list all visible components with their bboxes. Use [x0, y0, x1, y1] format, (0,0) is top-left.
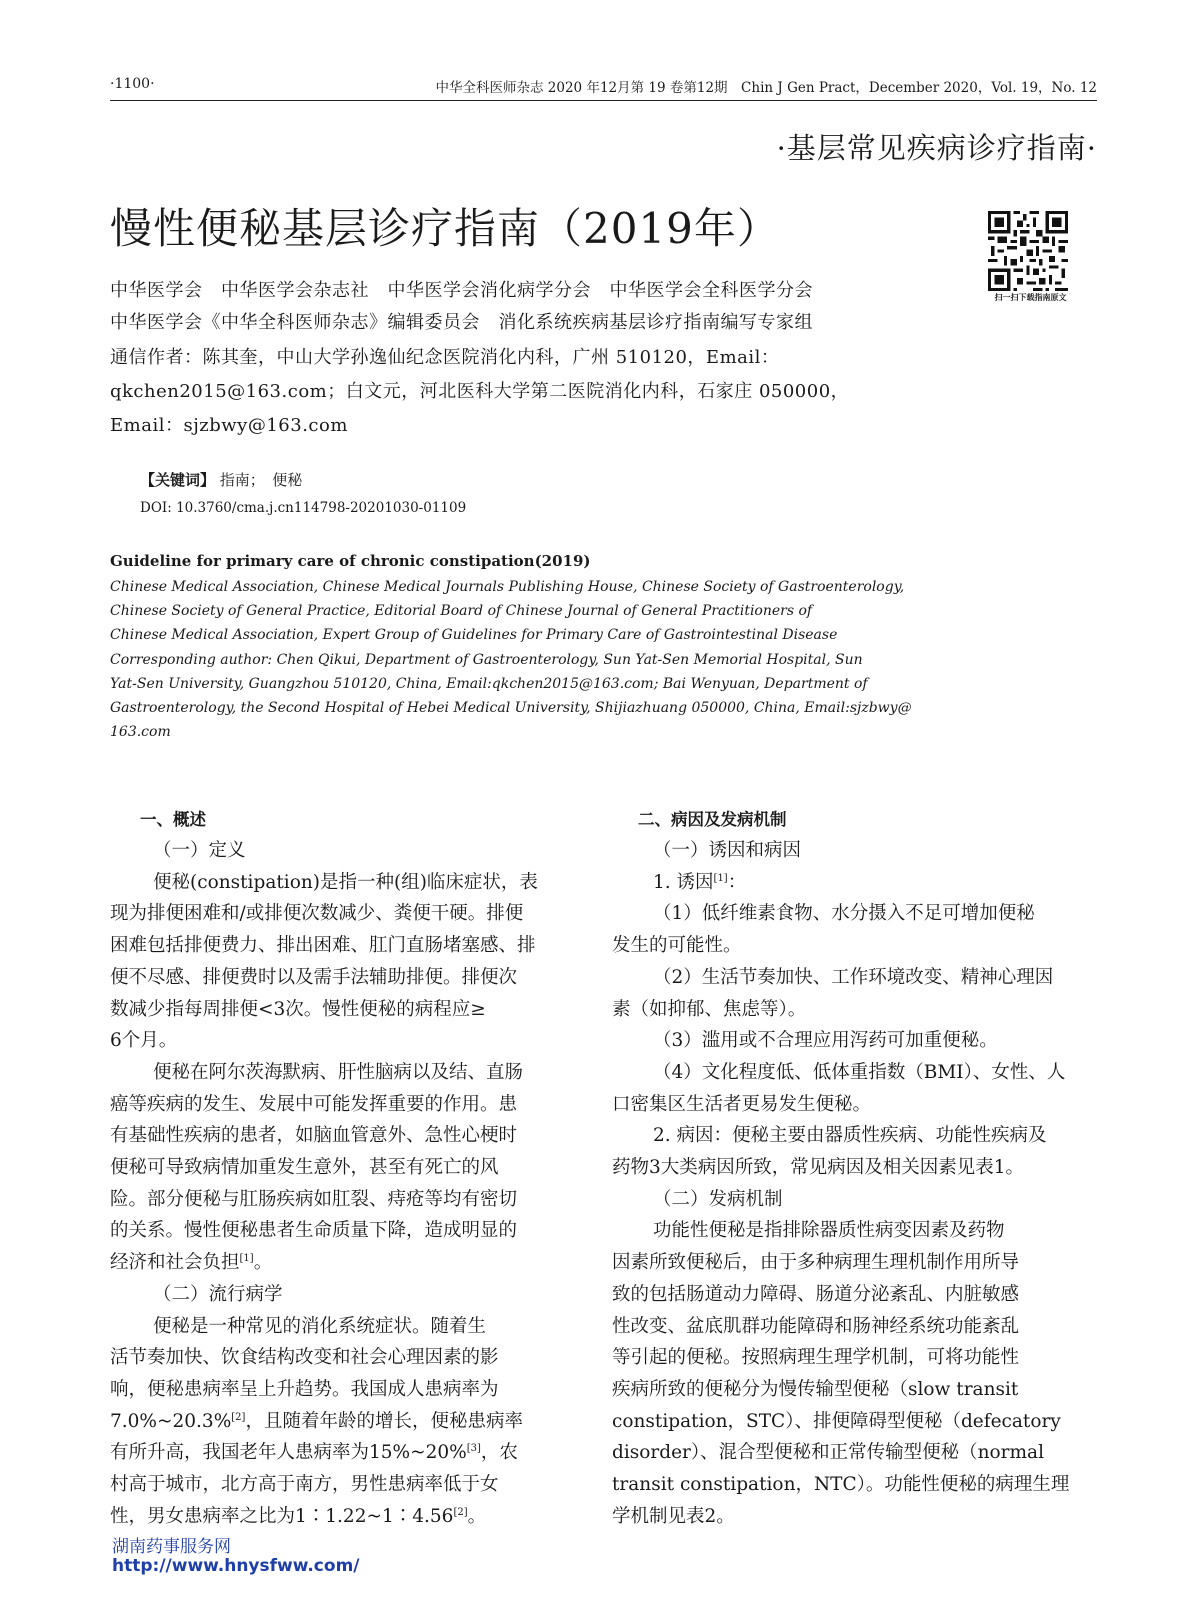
page-title: 慢性便秘基层诊疗指南（2019年） [110, 204, 780, 253]
body-text-line: 发生的可能性。 [612, 935, 742, 957]
body-text-line: 性改变、盆底肌群功能障碍和肠神经系统功能紊乱 [612, 1315, 1020, 1337]
body-text-line: （二）发病机制 [653, 1188, 783, 1210]
english-line: Corresponding author: Chen Qikui, Department of Gastroenterology, Sun Yat-Sen Memorial Hospital, Sun [110, 652, 863, 668]
qr-caption: 扫一扫下载指南原文 [994, 293, 1067, 302]
footer-url-link[interactable]: http://www.hnysfww.com/ [112, 1556, 360, 1576]
keywords [140, 469, 302, 490]
body-text-line: 数减少指每周排便<3次。慢性便秘的病程应≥ [110, 998, 486, 1020]
body-text-line: （3）滥用或不合理应用泻药可加重便秘。 [653, 1030, 998, 1052]
footer-site-name: 湖南药事服务网 [112, 1537, 231, 1557]
body-text-line: （一）诱因和病因 [653, 840, 802, 861]
header-rule [110, 100, 1097, 101]
english-line: Chinese Medical Association, Chinese Medical Journals Publishing House, Chinese Society of Gastroenterology, [110, 579, 905, 595]
column-title: ·基层常见疾病诊疗指南· [776, 131, 1097, 165]
english-line: 163.com [110, 724, 171, 740]
body-text-line: 7.0%~20.3%[2]，且随着年龄的增长，便秘患病率 [110, 1410, 523, 1432]
right-section-heading: 二、病因及发病机制 [638, 810, 787, 829]
journal-citation: 中华全科医师杂志 2020 年12月第 19 卷第12期 Chin J Gen Pract，December 2020，Vol. 19，No. 12 [435, 80, 1097, 96]
body-text-line: 险。部分便秘与肛肠疾病如肛裂、痔疮等均有密切 [110, 1188, 518, 1210]
body-text-line: 现为排便困难和/或排便次数减少、粪便干硬。排便 [110, 903, 524, 925]
running-header [110, 76, 1097, 98]
english-line: Gastroenterology, the Second Hospital of Hebei Medical University, Shijiazhuang 050000, China, Email:sjzbwy@ [110, 700, 912, 716]
body-text-line: 癌等疾病的发生、发展中可能发挥重要的作用。患 [110, 1093, 518, 1115]
keywords-text: 指南； 便秘 [219, 471, 303, 489]
english-line: Chinese Society of General Practice, Editorial Board of Chinese Journal of General Practitioners of [110, 603, 813, 619]
body-text-line: disorder）、混合型便秘和正常传输型便秘（normal [612, 1442, 1045, 1464]
body-text-line: 便秘(constipation)是指一种(组)临床症状，表 [153, 871, 538, 893]
body-text-line: 响，便秘患病率呈上升趋势。我国成人患病率为 [110, 1378, 499, 1400]
body-text-line: 困难包括排便费力、排出困难、肛门直肠堵塞感、排 [110, 935, 536, 957]
body-text-line: 口密集区生活者更易发生便秘。 [612, 1093, 872, 1115]
body-text-line: constipation，STC）、排便障碍型便秘（defecatory [612, 1410, 1061, 1432]
body-text-line: transit constipation，NTC）。功能性便秘的病理生理 [612, 1474, 1070, 1495]
body-text-line: 功能性便秘是指排除器质性病变因素及药物 [653, 1220, 1005, 1242]
author-line: 中华医学会《中华全科医师杂志》编辑委员会 消化系统疾病基层诊疗指南编写专家组 [110, 312, 813, 333]
doi[interactable]: DOI: 10.3760/cma.j.cn114798-20201030-01109 [140, 500, 467, 516]
body-text-line: 等引起的便秘。按照病理生理学机制，可将功能性 [612, 1347, 1020, 1369]
body-text-line: 6个月。 [110, 1030, 178, 1052]
body-text-line: （二）流行病学 [153, 1283, 283, 1305]
keywords-label: 【关键词】 [140, 471, 216, 489]
qr-code-icon[interactable] [988, 211, 1068, 291]
body-text-line: 活节奏加快、饮食结构改变和社会心理因素的影 [110, 1347, 499, 1369]
body-text-line: 有所升高，我国老年人患病率为15%~20%[3]，农 [110, 1442, 518, 1464]
body-text-line: 便秘在阿尔茨海默病、肝性脑病以及结、直肠 [153, 1061, 524, 1083]
author-line: 中华医学会 中华医学会杂志社 中华医学会消化病学分会 中华医学会全科医学分会 [110, 280, 813, 301]
body-text-line: 2. 病因：便秘主要由器质性疾病、功能性疾病及 [653, 1125, 1047, 1147]
body-text-line: 因素所致便秘后，由于多种病理生理机制作用所导 [612, 1252, 1020, 1274]
english-title: Guideline for primary care of chronic constipation(2019) [110, 552, 591, 570]
body-text-line: 便秘可导致病情加重发生意外，甚至有死亡的风 [110, 1157, 499, 1178]
body-text-line: 素（如抑郁、焦虑等）。 [612, 998, 807, 1020]
corresponding-line: 通信作者：陈其奎，中山大学孙逸仙纪念医院消化内科，广州 510120，Email： [110, 347, 780, 368]
body-text-line: 经济和社会负担[1]。 [110, 1252, 273, 1274]
body-text-line: 村高于城市，北方高于南方，男性患病率低于女 [110, 1474, 499, 1495]
english-line: Yat-Sen University, Guangzhou 510120, China, Email:qkchen2015@163.com; Bai Wenyuan, Department of [110, 676, 868, 692]
body-text-line: 致的包括肠道动力障碍、肠道分泌紊乱、内脏敏感 [612, 1283, 1020, 1305]
page-number: ·1100· [110, 76, 155, 92]
body-text-line: 1. 诱因[1]： [653, 871, 747, 893]
corresponding-line: Email：sjzbwy@163.com [110, 415, 348, 436]
left-section-heading: 一、概述 [140, 810, 206, 829]
body-text-line: 疾病所致的便秘分为慢传输型便秘（slow transit [612, 1378, 1019, 1400]
body-text-line: （2）生活节奏加快、工作环境改变、精神心理因 [653, 966, 1054, 988]
body-text-line: 的关系。慢性便秘患者生命质量下降，造成明显的 [110, 1220, 518, 1242]
body-text-line: 性，男女患病率之比为1∶1.22~1∶4.56[2]。 [110, 1505, 487, 1527]
corresponding-line: qkchen2015@163.com；白文元，河北医科大学第二医院消化内科，石家庄 050000， [110, 381, 850, 402]
body-text-line: （一）定义 [153, 840, 246, 861]
body-text-line: 便不尽感、排便费时以及需手法辅助排便。排便次 [110, 966, 518, 988]
body-text-line: 药物3大类病因所致，常见病因及相关因素见表1。 [612, 1157, 1025, 1178]
body-text-line: 有基础性疾病的患者，如脑血管意外、急性心梗时 [110, 1125, 518, 1147]
body-text-line: 便秘是一种常见的消化系统症状。随着生 [153, 1315, 487, 1337]
body-text-line: 学机制见表2。 [612, 1505, 735, 1527]
body-text-line: （1）低纤维素食物、水分摄入不足可增加便秘 [653, 903, 1035, 925]
body-text-line: （4）文化程度低、低体重指数（BMI）、女性、人 [653, 1061, 1066, 1083]
english-line: Chinese Medical Association, Expert Group of Guidelines for Primary Care of Gastrointestinal Disease [110, 627, 838, 643]
